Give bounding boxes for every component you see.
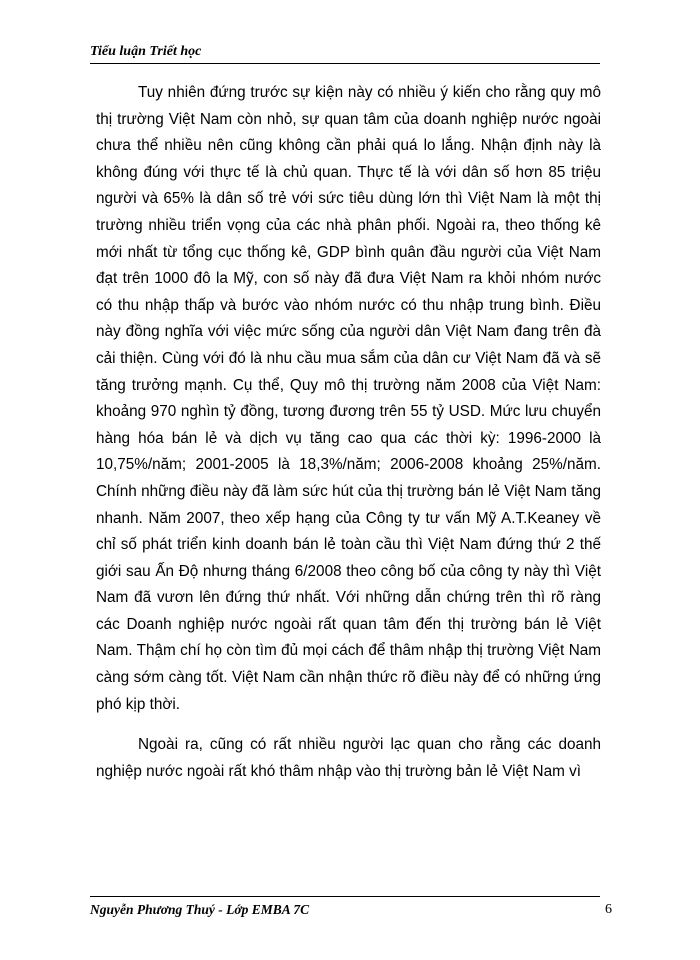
paragraph-1: Tuy nhiên đứng trước sự kiện này có nhiều ý kiến cho rằng quy mô thị trường Việt Nam còn nhỏ, sự quan tâm của doanh nghiệp nước ngoài chưa thể nhiều nên cũng không cần phải quá lo lắng. Nhận định này là không đúng với thực tế là chủ quan. Thực tế là với dân số hơn 85 triệu người và 65% là dân số trẻ với sức tiêu dùng lớn thì Việt Nam là một thị trường nhiều triển vọng của các nhà phân phối. Ngoài ra, theo thống kê mới nhất từ tổng cục thống kê, GDP bình quân đầu người của Việt Nam đạt trên 1000 đô la Mỹ, con số này đã đưa Việt Nam ra khỏi nhóm nước có thu nhập thấp và bước vào nhóm nước có thu nhập trung bình. Điều này đồng nghĩa với việc mức sống của người dân Việt Nam đang trên đà cải thiện. Cùng với đó là nhu cầu mua sắm của dân cư Việt Nam đã và sẽ tăng trưởng mạnh. Cụ thể, Quy mô thị trường năm 2008 của Việt Nam: khoảng 970 nghìn tỷ đồng, tương đương trên 55 tỷ USD. Mức lưu chuyển hàng hóa bán lẻ và dịch vụ tăng cao qua các thời kỳ: 1996-2000 là 10,75%/năm; 2001-2005 là 18,3%/năm; 2006-2008 khoảng 25%/năm. Chính những điều này đã làm sức hút của thị trường bán lẻ Việt Nam tăng nhanh. Năm 2007, theo xếp hạng của Công ty tư vấn Mỹ A.T.Keaney về chỉ số phát triển kinh doanh bán lẻ toàn cầu thì Việt Nam đứng thứ 2 thế giới sau Ấn Độ nhưng tháng 6/2008 theo công bố của công ty này thì Việt Nam đã vươn lên đứng thứ nhất. Với những dẫn chứng trên thì rõ ràng các Doanh nghiệp nước ngoài rất quan tâm đến thị trường bán lẻ Việt Nam. Thậm chí họ còn tìm đủ mọi cách để thâm nhập thị trường Việt Nam càng sớm càng tốt. Việt Nam cần nhận thức rõ điều này để có những ứng phó kịp thời.	[96, 84, 601, 713]
footer-rule	[90, 896, 600, 897]
body-text	[96, 80, 601, 785]
page-header	[90, 44, 600, 64]
page-number: 6	[605, 902, 612, 917]
page-footer	[90, 902, 612, 918]
footer-author: Nguyễn Phương Thuý - Lớp EMBA 7C	[90, 902, 310, 917]
header-title: Tiểu luận Triết học	[90, 44, 202, 59]
paragraph-2: Ngoài ra, cũng có rất nhiều người lạc quan cho rằng các doanh nghiệp nước ngoài rất khó thâm nhập vào thị trường bản lẻ Việt Nam vì	[96, 736, 601, 780]
